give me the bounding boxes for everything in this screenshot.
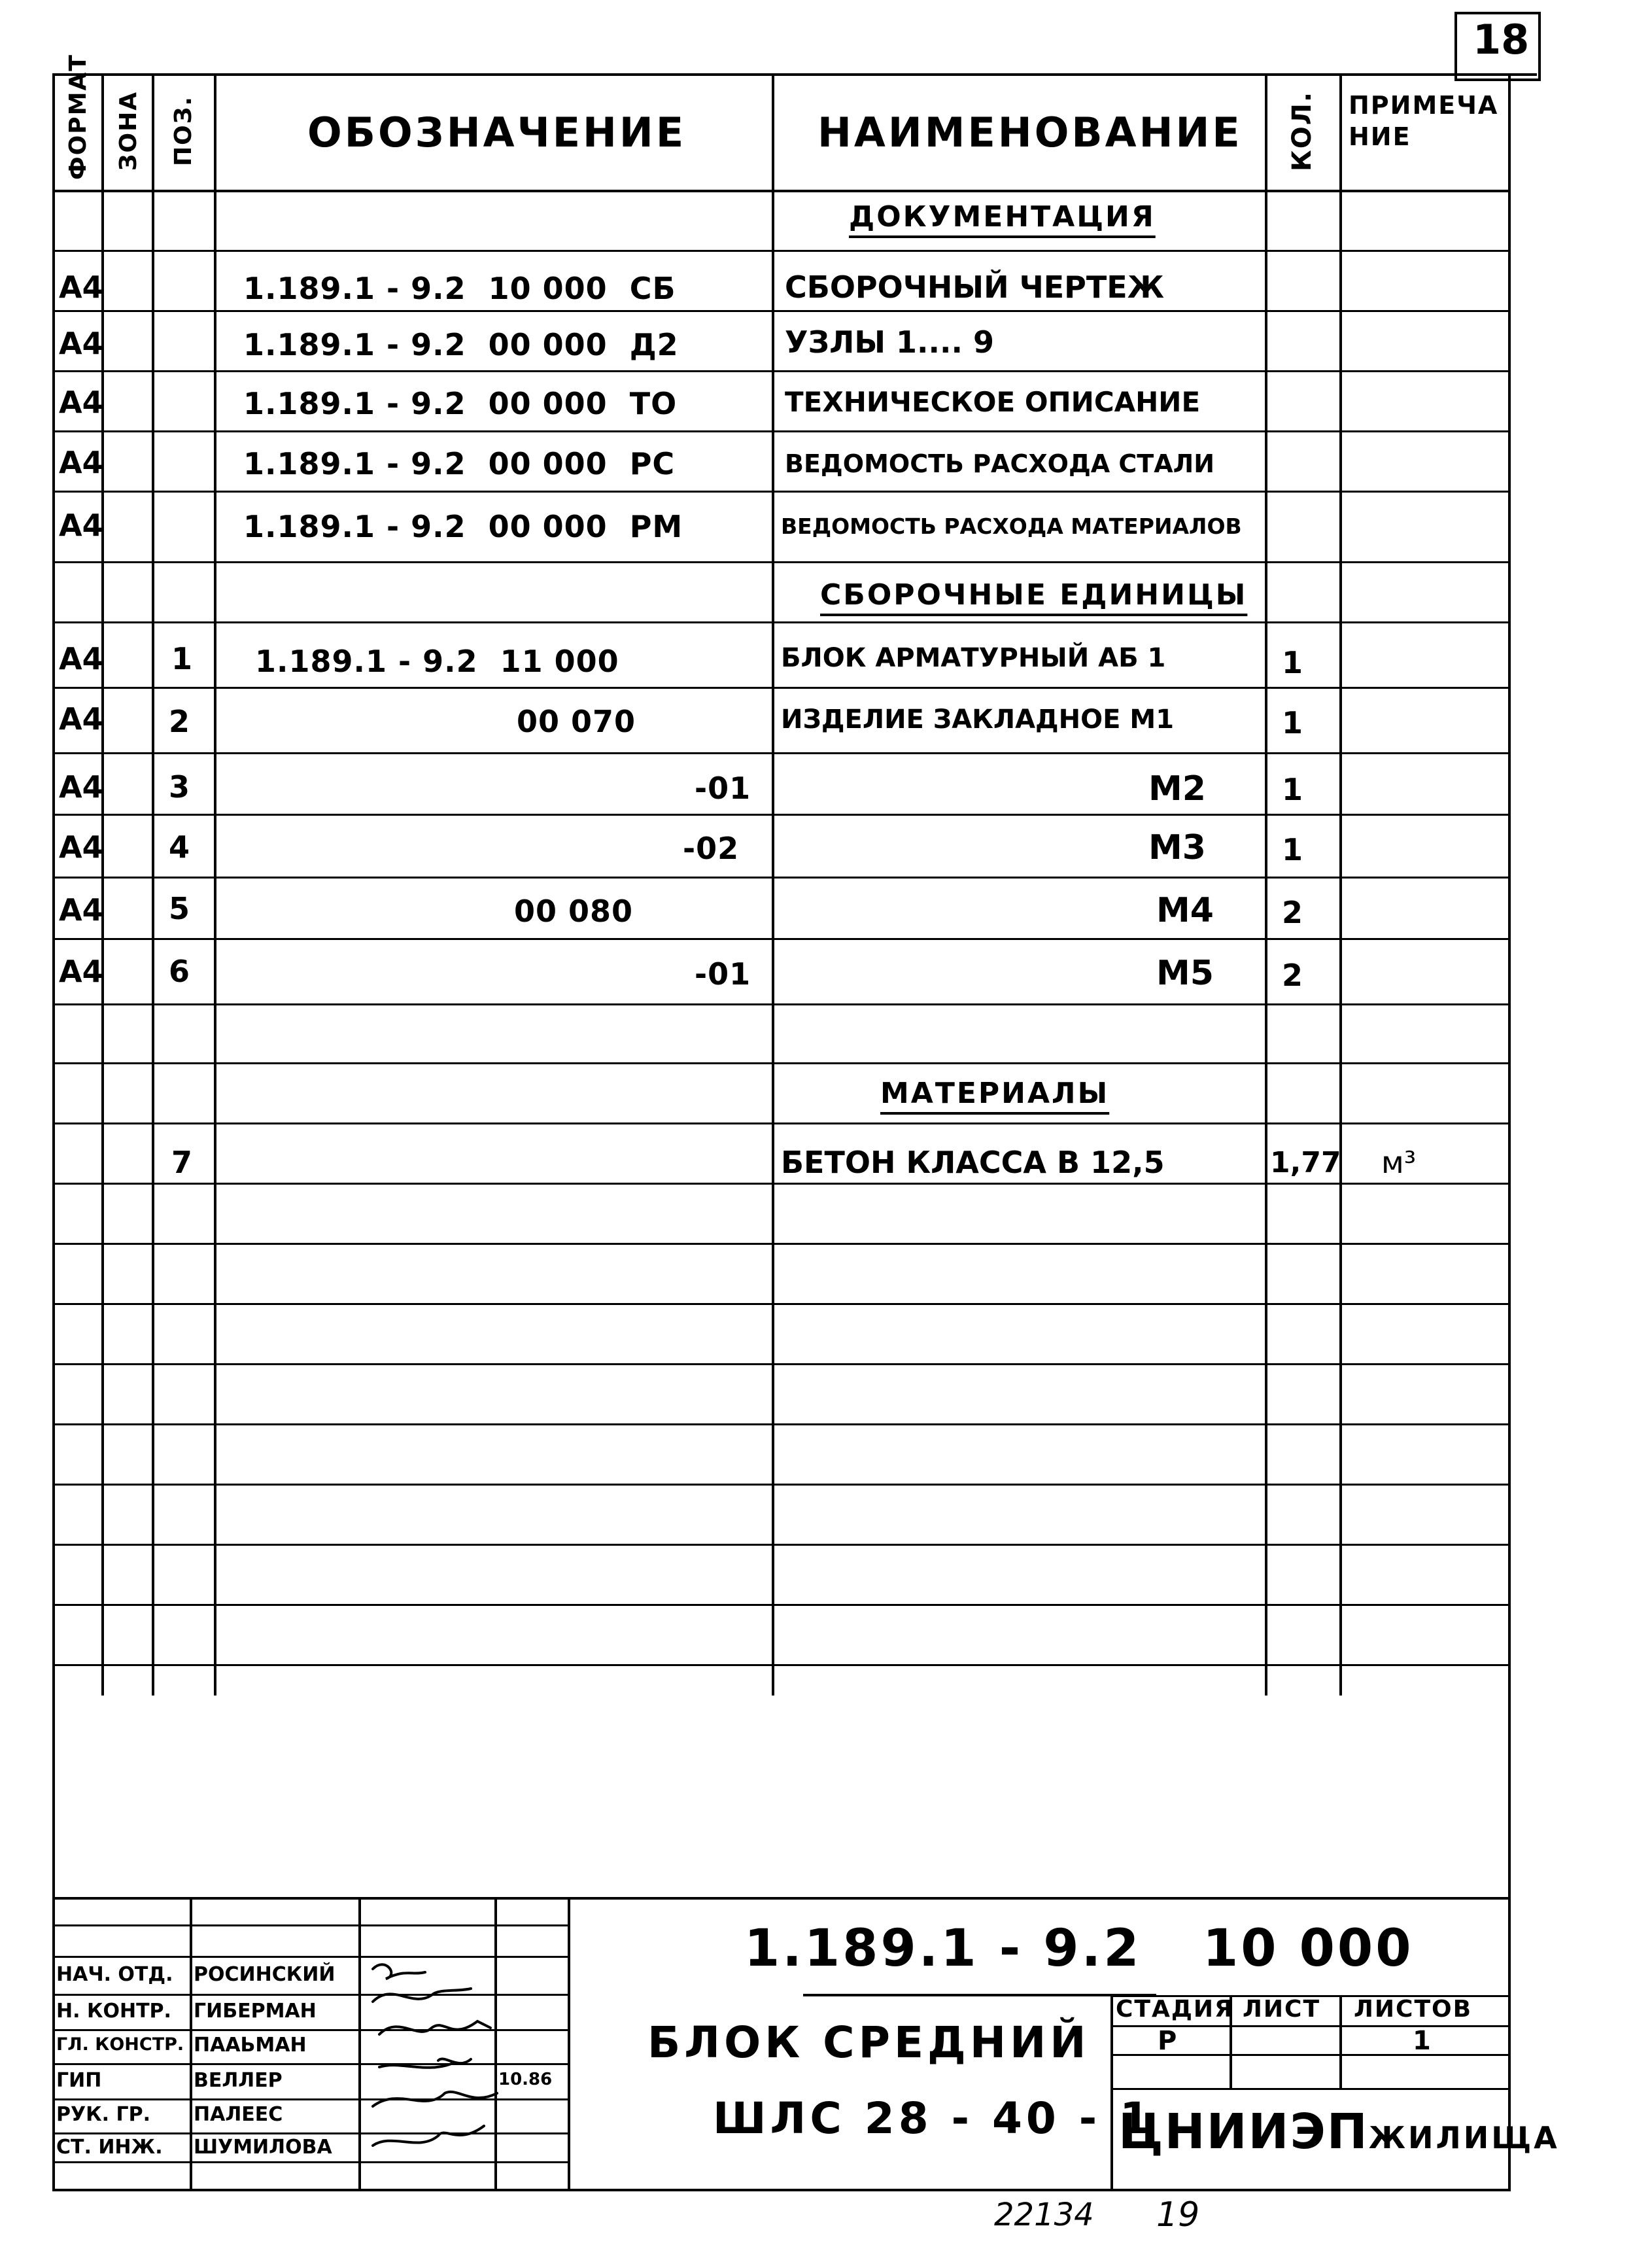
row-qty: 1 bbox=[1282, 772, 1303, 807]
section-assembly-units: СБОРОЧНЫЕ ЕДИНИЦЫ bbox=[820, 578, 1248, 612]
row-code: 1.189.1 - 9.2 10 000 СБ bbox=[243, 271, 676, 306]
row-name: ВЕДОМОСТЬ РАСХОДА МАТЕРИАЛОВ bbox=[781, 513, 1242, 539]
person-name: ПАЛЕЕС bbox=[194, 2103, 283, 2126]
stage-value: Р bbox=[1158, 2026, 1179, 2056]
row-note: м³ bbox=[1381, 1145, 1417, 1180]
row-pos: 7 bbox=[171, 1145, 193, 1180]
row-format: А4 bbox=[59, 270, 103, 305]
row-name: ВЕДОМОСТЬ РАСХОДА СТАЛИ bbox=[785, 449, 1215, 478]
row-format: А4 bbox=[59, 892, 103, 928]
header-pos: ПОЗ. bbox=[170, 96, 197, 166]
page-number: 19 bbox=[1156, 2195, 1200, 2235]
person-name: ШУМИЛОВА bbox=[194, 2136, 332, 2159]
header-designation: ОБОЗНАЧЕНИЕ bbox=[307, 109, 687, 156]
row-code: 1.189.1 - 9.2 00 000 РС bbox=[243, 446, 676, 481]
person-name: РОСИНСКИЙ bbox=[194, 1963, 336, 1986]
header-zone: ЗОНА bbox=[115, 90, 142, 171]
org-main: ЦНИИЭП bbox=[1118, 2104, 1369, 2160]
person-name: ПААЬМАН bbox=[194, 2034, 307, 2057]
row-qty: 1,77 bbox=[1270, 1146, 1341, 1179]
row-code: 00 080 bbox=[514, 894, 634, 929]
sheets-label: ЛИСТОВ bbox=[1354, 1996, 1473, 2023]
row-format: А4 bbox=[59, 508, 103, 543]
row-code: 1.189.1 - 9.2 00 000 Д2 bbox=[243, 327, 679, 362]
row-code: 1.189.1 - 9.2 11 000 bbox=[255, 644, 619, 679]
frame-left bbox=[52, 73, 55, 2190]
header-format: ФОРМАТ bbox=[65, 54, 92, 180]
header-qty: КОЛ. bbox=[1287, 90, 1317, 171]
row-pos: 2 bbox=[169, 704, 190, 739]
role: ГИП bbox=[56, 2069, 102, 2092]
role: РУК. ГР. bbox=[56, 2103, 150, 2126]
section-materials: МАТЕРИАЛЫ bbox=[880, 1077, 1110, 1110]
row-pos: 3 bbox=[169, 769, 190, 805]
row-format: А4 bbox=[59, 954, 103, 989]
row-code: 1.189.1 - 9.2 00 000 ТО bbox=[243, 386, 678, 421]
frame-bottom bbox=[52, 2189, 1511, 2191]
row-qty: 1 bbox=[1282, 705, 1303, 740]
row-qty: 2 bbox=[1282, 895, 1303, 930]
section-documentation: ДОКУМЕНТАЦИЯ bbox=[849, 200, 1156, 234]
title-line-1: БЛОК СРЕДНИЙ bbox=[647, 2017, 1090, 2068]
row-name: ТЕХНИЧЕСКОЕ ОПИСАНИЕ bbox=[785, 386, 1201, 418]
row-format: А4 bbox=[59, 769, 103, 805]
row-format: А4 bbox=[59, 445, 103, 480]
row-pos: 4 bbox=[169, 829, 190, 865]
row-format: А4 bbox=[59, 641, 103, 676]
row-qty: 1 bbox=[1282, 832, 1303, 867]
row-name: БЛОК АРМАТУРНЫЙ АБ 1 bbox=[781, 643, 1166, 673]
role: Н. КОНТР. bbox=[56, 2000, 171, 2023]
person-name: ВЕЛЛЕР bbox=[194, 2069, 283, 2092]
row-qty: 2 bbox=[1282, 958, 1303, 993]
role: ГЛ. КОНСТР. bbox=[56, 2034, 184, 2055]
row-format: А4 bbox=[59, 829, 103, 865]
row-pos: 1 bbox=[171, 641, 193, 676]
row-code: -01 bbox=[695, 956, 751, 992]
row-name: ИЗДЕЛИЕ ЗАКЛАДНОЕ М1 bbox=[781, 705, 1175, 735]
row-format: А4 bbox=[59, 701, 103, 737]
row-pos: 5 bbox=[169, 891, 190, 926]
row-name: БЕТОН КЛАССА В 12,5 bbox=[781, 1145, 1165, 1180]
stage-label: СТАДИЯ bbox=[1116, 1996, 1234, 2023]
row-name: М2 bbox=[1148, 769, 1206, 809]
frame-right bbox=[1508, 73, 1511, 2190]
header-note: ПРИМЕЧАНИЕ bbox=[1349, 91, 1499, 151]
row-name: М4 bbox=[1156, 891, 1214, 930]
sheet-label: ЛИСТ bbox=[1243, 1996, 1321, 2023]
role: СТ. ИНЖ. bbox=[56, 2136, 163, 2159]
row-name: УЗЛЫ 1.... 9 bbox=[785, 324, 994, 360]
row-code: 00 070 bbox=[517, 704, 636, 739]
org-suffix: ЖИЛИЩА bbox=[1368, 2120, 1560, 2155]
archive-number: 22134 bbox=[994, 2197, 1094, 2233]
org-name bbox=[1118, 2104, 1560, 2160]
row-format: А4 bbox=[59, 385, 103, 420]
row-name: М5 bbox=[1156, 954, 1214, 993]
role: НАЧ. ОТД. bbox=[56, 1963, 173, 1986]
row-format: А4 bbox=[59, 326, 103, 361]
title-code: 1.189.1 - 9.2 10 000 bbox=[744, 1919, 1414, 1978]
sheet-number: 18 bbox=[1473, 16, 1530, 63]
row-code: -01 bbox=[695, 771, 751, 806]
row-qty: 1 bbox=[1282, 645, 1303, 680]
row-code: 1.189.1 - 9.2 00 000 РМ bbox=[243, 509, 683, 544]
person-name: ГИБЕРМАН bbox=[194, 2000, 317, 2023]
row-name: М3 bbox=[1148, 828, 1206, 867]
title-line-2: ШЛС 28 - 40 - 1 bbox=[713, 2093, 1154, 2144]
frame-top bbox=[52, 73, 1537, 76]
row-pos: 6 bbox=[169, 954, 190, 989]
row-name: СБОРОЧНЫЙ ЧЕРТЕЖ bbox=[785, 270, 1165, 305]
signature-scribbles bbox=[360, 1956, 576, 2172]
header-name: НАИМЕНОВАНИЕ bbox=[817, 109, 1243, 156]
date-value: 10.86 bbox=[498, 2070, 553, 2089]
row-code: -02 bbox=[683, 831, 740, 866]
sheets-value: 1 bbox=[1413, 2026, 1432, 2056]
